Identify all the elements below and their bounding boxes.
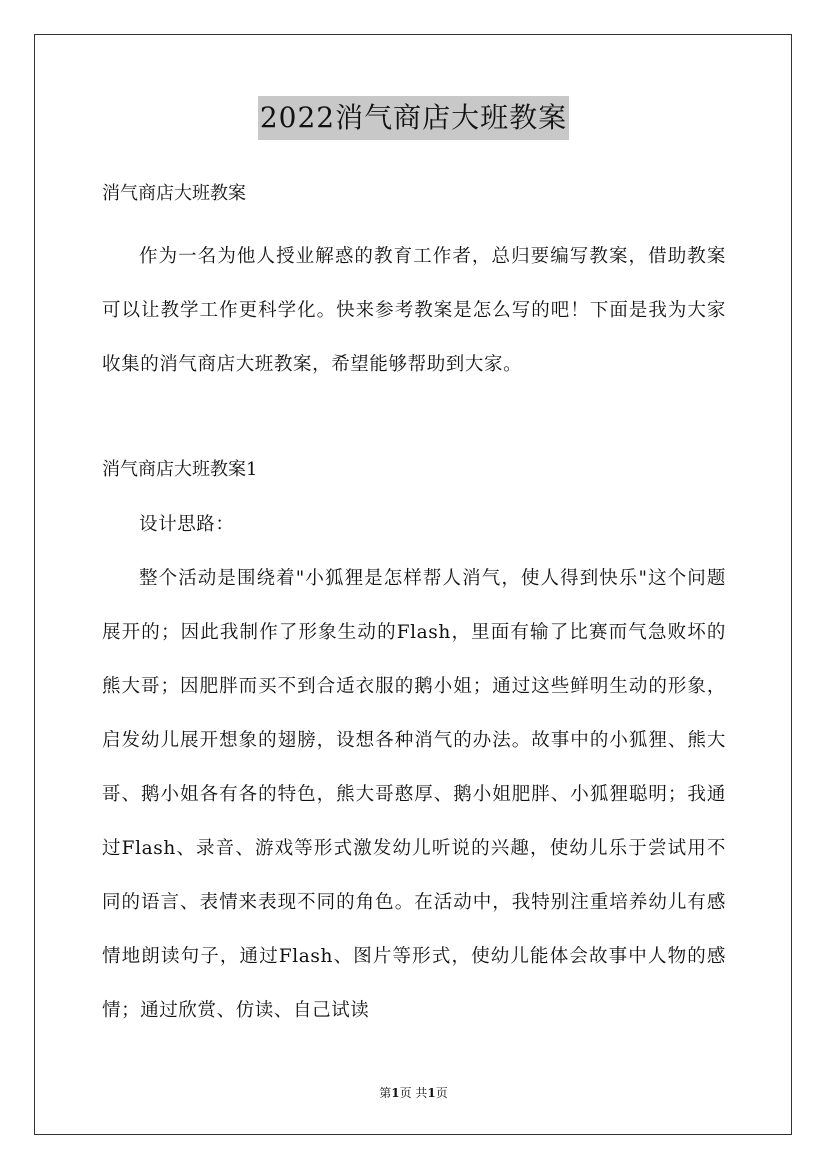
document-title: 2022消气商店大班教案 <box>258 96 569 140</box>
subtitle: 消气商店大班教案 <box>102 183 246 204</box>
footer-suffix: 页 <box>435 1086 448 1100</box>
footer-page-current: 1 <box>391 1086 400 1100</box>
title-area <box>0 96 827 140</box>
design-paragraph: 整个活动是围绕着"小狐狸是怎样帮人消气，使人得到快乐"这个问题展开的；因此我制作了形象生动的Flash，里面有输了比赛而气急败坏的熊大哥；因肥胖而买不到合适衣服的鹅小姐；通过这些鲜明生动的形象，启发幼儿展开想象的翅膀，设想各种消气的办法。故事中的小狐狸、熊大哥、鹅小姐各有各的特色，熊大哥憨厚、鹅小姐肥胖、小狐狸聪明；我通过Flash、录音、游戏等形式激发幼儿听说的兴趣，使幼儿乐于尝试用不同的语言、表情来表现不同的角色。在活动中，我特别注重培养幼儿有感情地朗读句子，通过Flash、图片等形式，使幼儿能体会故事中人物的感情；通过欣赏、仿读、自己试读 <box>102 568 726 1021</box>
footer-mid: 页 共 <box>399 1086 428 1100</box>
footer-page-total: 1 <box>427 1086 436 1100</box>
section-heading: 消气商店大班教案1 <box>102 459 258 480</box>
page-footer <box>0 1086 827 1100</box>
footer-prefix: 第 <box>379 1086 392 1100</box>
document-body <box>102 180 726 1038</box>
intro-paragraph: 作为一名为他人授业解惑的教育工作者，总归要编写教案，借助教案可以让教学工作更科学化。快来参考教案是怎么写的吧！下面是我为大家收集的消气商店大班教案，希望能够帮助到大家。 <box>102 246 726 375</box>
design-label: 设计思路： <box>139 514 235 535</box>
